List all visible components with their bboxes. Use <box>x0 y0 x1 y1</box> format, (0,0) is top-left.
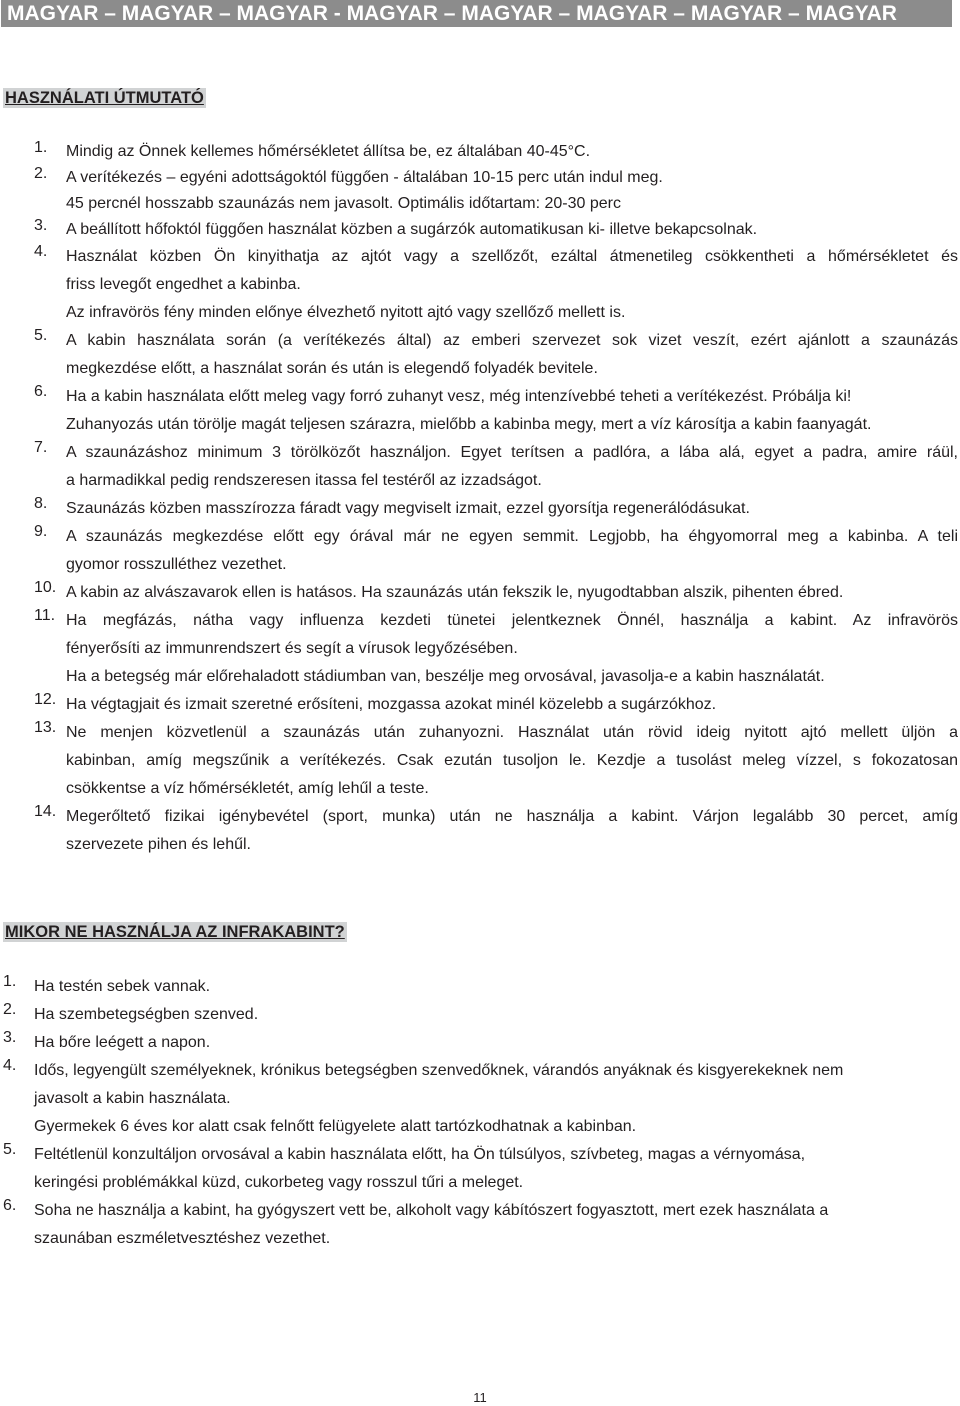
item-number: 8. <box>34 495 48 512</box>
item-number: 12. <box>34 691 57 708</box>
item-text: Soha ne használja a kabint, ha gyógyszert vett be, alkoholt vagy kábítószert fogyasztott, mert ezek használata a <box>34 1202 829 1219</box>
list-item <box>0 803 960 859</box>
usage-instructions-list <box>0 139 960 859</box>
item-text: friss levegőt engedhet a kabinba. <box>66 276 301 293</box>
item-text: csökkentse a víz hőmérsékletét, amíg lehűl a teste. <box>66 780 429 797</box>
list-item <box>0 579 960 607</box>
item-text: A szaunázás megkezdése előtt egy órával már ne egyen semmit. Legjobb, ha éhgyomorral meg a kabinba. A teli <box>66 528 958 545</box>
list-item <box>0 607 960 691</box>
page-number: 11 <box>473 1390 487 1405</box>
item-number: 3. <box>3 1029 17 1046</box>
item-text: szervezete pihen és lehűl. <box>66 836 251 853</box>
list-item <box>0 523 960 579</box>
item-text: fényerősíti az immunrendszert és segít a vírusok legyőzésében. <box>66 640 518 657</box>
item-number: 14. <box>34 803 57 820</box>
item-number: 3. <box>34 217 48 234</box>
item-number: 4. <box>34 243 48 260</box>
item-number: 1. <box>3 973 17 990</box>
item-number: 9. <box>34 523 48 540</box>
item-text: 45 percnél hosszabb szaunázás nem javasolt. Optimális időtartam: 20-30 perc <box>66 195 621 212</box>
list-item <box>0 243 960 327</box>
item-number: 7. <box>34 439 48 456</box>
item-text: A verítékezés – egyéni adottságoktól függően - általában 10-15 perc után indul meg. <box>66 169 663 186</box>
item-text: A szaunázáshoz minimum 3 törölközőt használjon. Egyet terítsen a padlóra, a lába alá, egyet a padra, amire ráül, <box>66 444 958 461</box>
item-text: szaunában eszméletvesztéshez vezethet. <box>34 1230 331 1247</box>
list-item <box>0 383 960 439</box>
item-text: Idős, legyengült személyeknek, krónikus betegségben szenvedőknek, várandós anyáknak és kisgyerekeknek nem <box>34 1062 844 1079</box>
list-item <box>0 973 960 1001</box>
item-text: Ha szembetegségben szenved. <box>34 1006 259 1023</box>
list-item <box>0 691 960 719</box>
item-text: Használat közben Ön kinyithatja az ajtót vagy a szellőzőt, ezáltal átmenetileg csökkentheti a hőmérsékletet és <box>66 248 958 265</box>
item-text: Ha a betegség már előrehaladott stádiumban van, beszélje meg orvosával, javasolja-e a kabin használatát. <box>66 668 825 685</box>
item-text: Zuhanyozás után törölje magát teljesen szárazra, mielőbb a kabinba megy, mert a víz károsítja a kabin faanyagát. <box>66 416 872 433</box>
language-banner: MAGYAR – MAGYAR – MAGYAR - MAGYAR – MAGYAR – MAGYAR – MAGYAR – MAGYAR <box>1 0 952 27</box>
list-item <box>0 719 960 803</box>
list-item <box>0 1029 960 1057</box>
item-number: 10. <box>34 579 57 596</box>
item-text: Mindig az Önnek kellemes hőmérsékletet állítsa be, ez általában 40-45°C. <box>66 143 591 160</box>
list-item <box>0 1057 960 1141</box>
item-number: 4. <box>3 1057 17 1074</box>
item-number: 5. <box>3 1141 17 1158</box>
list-item <box>0 327 960 383</box>
item-number: 11. <box>34 607 56 624</box>
item-text: Az infravörös fény minden előnye élvezhető nyitott ajtó vagy szellőző mellett is. <box>66 304 626 321</box>
item-number: 13. <box>34 719 57 736</box>
list-item <box>0 439 960 495</box>
item-text: Ne menjen közvetlenül a szaunázás után zuhanyozni. Használat után rövid ideig nyitott ajtó mellett üljön a <box>66 724 958 741</box>
item-text: Ha a kabin használata előtt meleg vagy forró zuhanyt vesz, még intenzívebbé teheti a verítékezést. Próbálja ki! <box>66 388 852 405</box>
item-text: Feltétlenül konzultáljon orvosával a kabin használata előtt, ha Ön túlsúlyos, szívbeteg, magas a vérnyomása, <box>34 1146 806 1163</box>
item-number: 2. <box>34 165 48 182</box>
item-text: Ha végtagjait és izmait szeretné erősíteni, mozgassa azokat minél közelebb a sugárzókhoz. <box>66 696 717 713</box>
item-number: 1. <box>34 139 48 156</box>
list-item <box>0 1141 960 1197</box>
usage-instructions-heading: HASZNÁLATI ÚTMUTATÓ <box>5 89 204 107</box>
item-number: 2. <box>3 1001 17 1018</box>
item-text: Gyermekek 6 éves kor alatt csak felnőtt felügyelete alatt tartózkodhatnak a kabinban. <box>34 1118 637 1135</box>
item-text: a harmadikkal pedig rendszeresen itassa fel testéről az izzadságot. <box>66 472 542 489</box>
list-item <box>0 1001 960 1029</box>
contraindications-list <box>0 973 960 1253</box>
list-item <box>0 495 960 523</box>
item-text: kabinban, amíg megszűnik a verítékezés. Csak ezután tusoljon le. Kezdje a tusolást meleg vízzel, s fokozatosan <box>66 752 958 769</box>
list-item <box>0 165 960 217</box>
item-number: 6. <box>34 383 48 400</box>
list-item <box>0 139 960 165</box>
list-item <box>0 217 960 243</box>
item-text: A beállított hőfoktól függően használat közben a sugárzók automatikusan ki- illetve bekapcsolnak. <box>66 221 758 238</box>
item-text: Szaunázás közben masszírozza fáradt vagy megviselt izmait, ezzel gyorsítja regenerálódásukat. <box>66 500 750 517</box>
item-text: Ha megfázás, nátha vagy influenza kezdeti tünetei jelentkeznek Önnél, használja a kabint. Az infravörös <box>66 612 958 629</box>
contraindications-heading: MIKOR NE HASZNÁLJA AZ INFRAKABINT? <box>5 923 345 941</box>
item-text: Megerőltető fizikai igénybevétel (sport, munka) után ne használja a kabint. Várjon legalább 30 percet, amíg <box>66 808 958 825</box>
item-text: gyomor rosszulléthez vezethet. <box>66 556 287 573</box>
item-number: 5. <box>34 327 48 344</box>
item-text: keringési problémákkal küzd, cukorbeteg vagy rosszul tűri a meleget. <box>34 1174 524 1191</box>
item-text: Ha testén sebek vannak. <box>34 978 211 995</box>
item-text: javasolt a kabin használata. <box>34 1090 231 1107</box>
item-text: Ha bőre leégett a napon. <box>34 1034 211 1051</box>
item-text: A kabin az alvászavarok ellen is hatásos. Ha szaunázás után fekszik le, nyugodtabban alszik, pihenten ébred. <box>66 584 844 601</box>
item-number: 6. <box>3 1197 17 1214</box>
list-item <box>0 1197 960 1253</box>
item-text: megkezdése előtt, a használat során és után is elegendő folyadék bevitele. <box>66 360 598 377</box>
item-text: A kabin használata során (a verítékezés által) az emberi szervezet sok vizet veszít, ezért ajánlott a szaunázás <box>66 332 958 349</box>
